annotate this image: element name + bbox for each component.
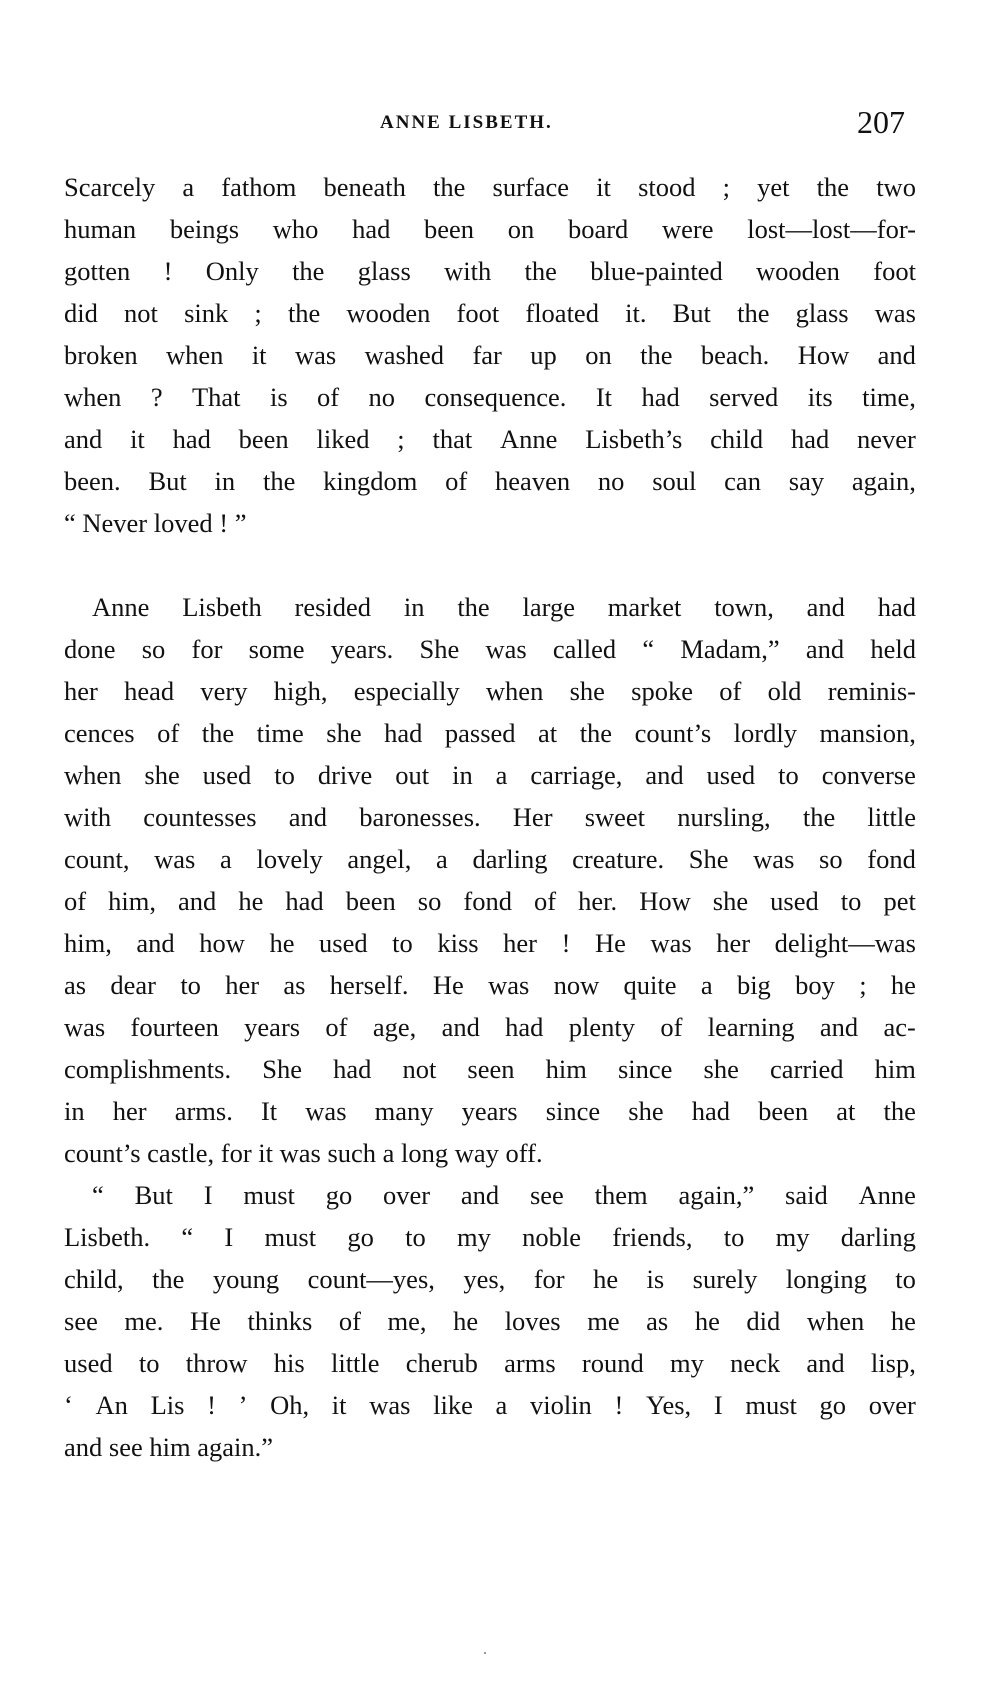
text-line: and see him again.”	[64, 1432, 273, 1462]
text-line: ‘ An Lis ! ’ Oh, it was like a violin ! Yes, I must go over	[64, 1390, 916, 1420]
text-line: “ But I must go over and see them again,” said Anne	[92, 1180, 916, 1210]
text-line: “ Never loved ! ”	[64, 508, 247, 538]
text-line: child, the young count—yes, yes, for he is surely longing to	[64, 1264, 916, 1294]
text-line: count’s castle, for it was such a long way off.	[64, 1138, 543, 1168]
page-number: 207	[857, 104, 905, 140]
text-line: used to throw his little cherub arms round my neck and lisp,	[64, 1348, 916, 1378]
text-line: complishments. She had not seen him since she carried him	[64, 1054, 916, 1084]
text-line: cences of the time she had passed at the count’s lordly mansion,	[64, 718, 916, 748]
text-line: been. But in the kingdom of heaven no soul can say again,	[64, 466, 916, 496]
text-line: Anne Lisbeth resided in the large market town, and had	[92, 592, 916, 622]
text-line: and it had been liked ; that Anne Lisbeth’s child had never	[64, 424, 916, 454]
text-line: was fourteen years of age, and had plenty of learning and ac-	[64, 1012, 916, 1042]
text-line: did not sink ; the wooden foot floated it. But the glass was	[64, 298, 916, 328]
text-line: when she used to drive out in a carriage, and used to converse	[64, 760, 916, 790]
text-line: with countesses and baronesses. Her sweet nursling, the little	[64, 802, 916, 832]
text-line: count, was a lovely angel, a darling creature. She was so fond	[64, 844, 916, 874]
text-line: of him, and he had been so fond of her. How she used to pet	[64, 886, 916, 916]
text-line: Scarcely a fathom beneath the surface it stood ; yet the two	[64, 172, 916, 202]
text-line: gotten ! Only the glass with the blue-painted wooden foot	[64, 256, 916, 286]
text-line: Lisbeth. “ I must go to my noble friends, to my darling	[64, 1222, 916, 1252]
text-line: as dear to her as herself. He was now quite a big boy ; he	[64, 970, 916, 1000]
text-line: done so for some years. She was called “ Madam,” and held	[64, 634, 916, 664]
running-head: ANNE LISBETH.	[380, 112, 553, 133]
print-speck	[484, 1652, 486, 1654]
text-line: human beings who had been on board were lost—lost—for-	[64, 214, 916, 244]
text-line: see me. He thinks of me, he loves me as he did when he	[64, 1306, 916, 1336]
text-line: in her arms. It was many years since she had been at the	[64, 1096, 916, 1126]
text-line: her head very high, especially when she spoke of old reminis-	[64, 676, 916, 706]
text-line: broken when it was washed far up on the beach. How and	[64, 340, 916, 370]
text-line: him, and how he used to kiss her ! He was her delight—was	[64, 928, 916, 958]
text-line: when ? That is of no consequence. It had served its time,	[64, 382, 916, 412]
